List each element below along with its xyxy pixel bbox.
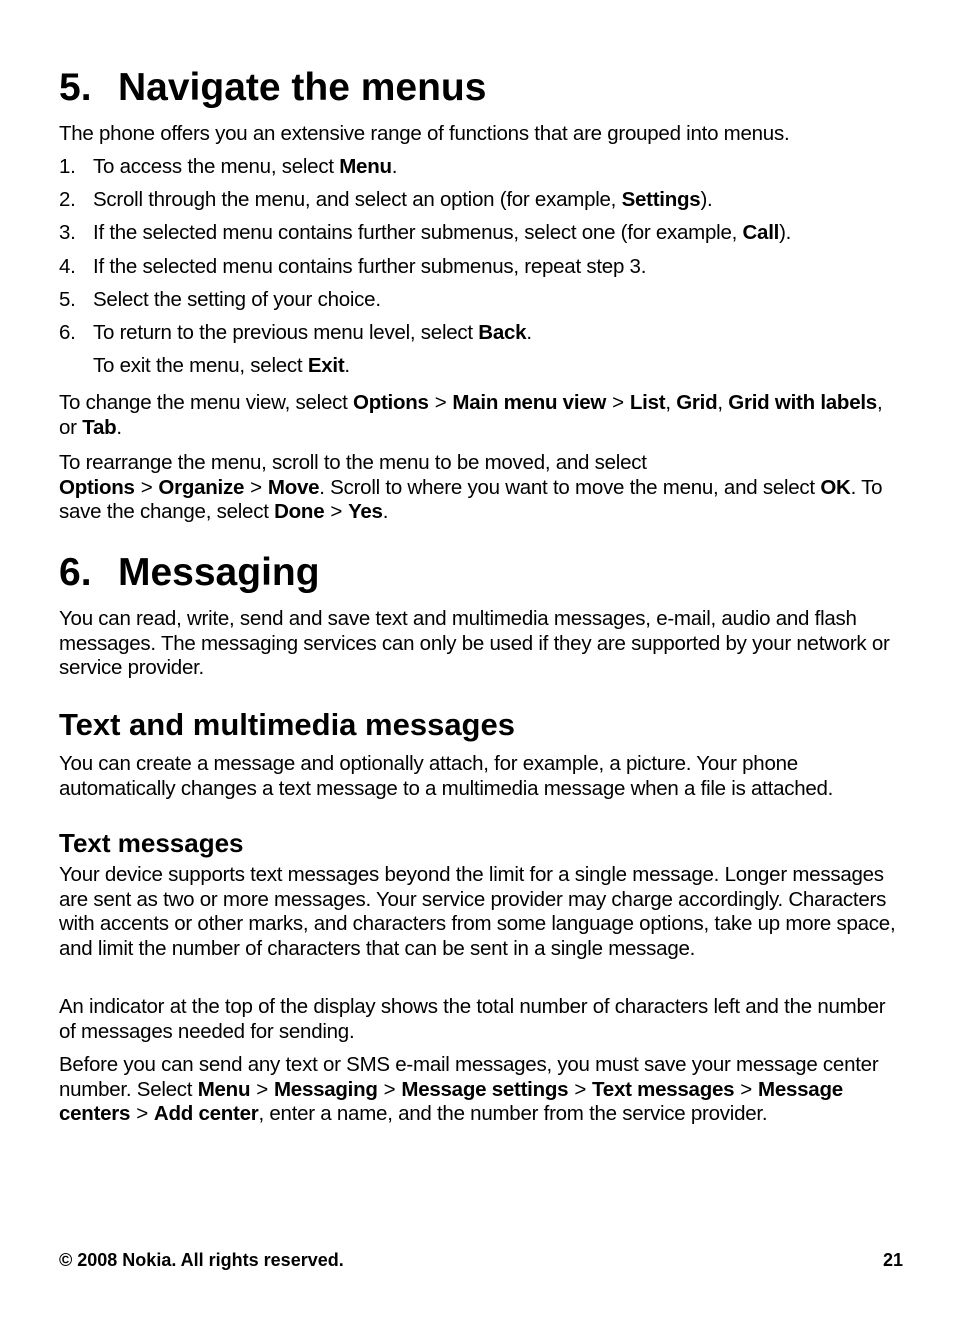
- section-5-intro: The phone offers you an extensive range of functions that are grouped into menus.: [59, 122, 790, 145]
- section-6-intro: You can read, write, send and save text and multimedia messages, e-mail, audio and flash messages. The messaging services can only be used if they are supported by your network or service provider.: [59, 607, 890, 680]
- section-6-heading: [59, 549, 320, 597]
- step-exit-note: To exit the menu, select Exit.: [93, 354, 350, 378]
- section-5-title: Navigate the menus: [118, 66, 487, 109]
- step-item: 6. To return to the previous menu level, select Back.: [59, 320, 532, 344]
- section-5-heading: [59, 64, 486, 112]
- navigation-steps-list: [59, 155, 905, 387]
- section-6-number: 6.: [59, 551, 92, 594]
- step-item: 4. If the selected menu contains further submenus, repeat step 3.: [59, 254, 647, 278]
- text-messages-paragraph-3: Before you can send any text or SMS e-mail messages, you must save your message center number. Select Menu > Messaging > Message settings > Text messages > Message centers > Add center, enter a name, and the number from the service provider.: [59, 1053, 879, 1126]
- copyright-notice: © 2008 Nokia. All rights reserved.: [59, 1250, 344, 1270]
- text-messages-paragraph-2: An indicator at the top of the display shows the total number of characters left and the number of messages needed for sending.: [59, 995, 886, 1043]
- change-menu-view-paragraph: To change the menu view, select Options > Main menu view > List, Grid, Grid with labels, or Tab.: [59, 391, 883, 439]
- step-item: 2. Scroll through the menu, and select an option (for example, Settings).: [59, 188, 713, 212]
- step-item: 5. Select the setting of your choice.: [59, 287, 381, 311]
- text-messages-paragraph-1: Your device supports text messages beyond the limit for a single message. Longer messages are sent as two or more messages. Your service provider may charge accordingly. Characters with accents or other marks, and characters from some language options, take up more space, and limit the number of characters that can be sent in a single message.: [59, 863, 896, 960]
- page-number: 21: [882, 1250, 903, 1270]
- section-6-title: Messaging: [118, 551, 320, 594]
- page-footer: [59, 1248, 903, 1272]
- step-item: 1. To access the menu, select Menu.: [59, 155, 398, 178]
- text-messages-heading: Text messages: [59, 828, 244, 858]
- step-item: 3. If the selected menu contains further submenus, select one (for example, Call).: [59, 221, 792, 245]
- section-5-number: 5.: [59, 66, 92, 109]
- text-multimedia-body: You can create a message and optionally attach, for example, a picture. Your phone automatically changes a text message to a multimedia message when a file is attached.: [59, 752, 834, 800]
- text-multimedia-heading: Text and multimedia messages: [59, 707, 515, 742]
- rearrange-menu-paragraph: To rearrange the menu, scroll to the menu to be moved, and select Options > Organize > Move. Scroll to where you want to move the menu, and select OK. To save the change, select Done > Yes.: [59, 451, 883, 524]
